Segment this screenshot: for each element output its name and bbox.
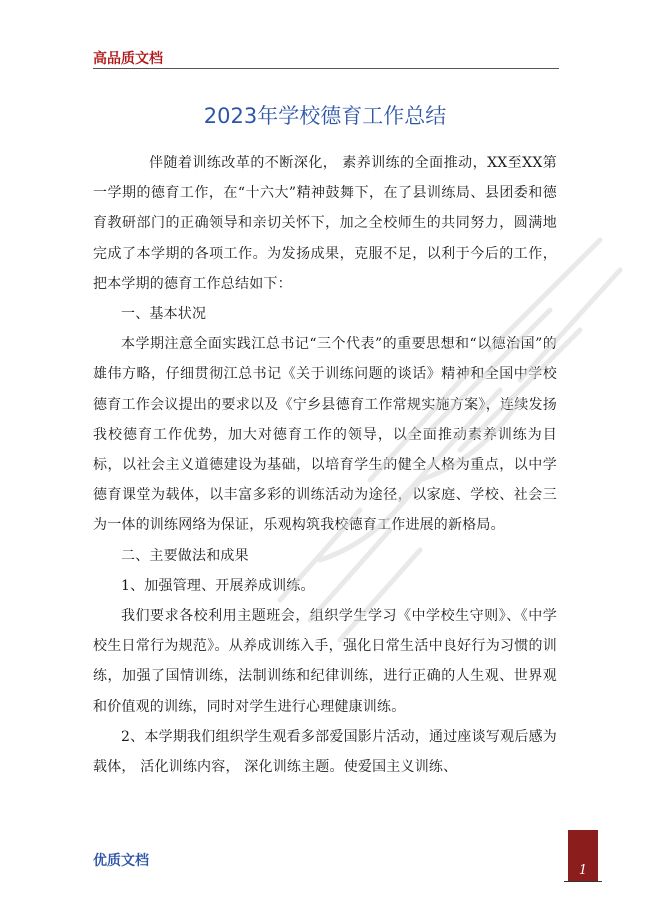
- header-label: 高品质文档: [93, 51, 163, 67]
- document-title: 2023年学校德育工作总结: [203, 104, 447, 128]
- paragraph-intro: 伴随着训练改革的不断深化， 素养训练的全面推动，XX至XX第一学期的德育工作，在“十六大”精神鼓舞下，在了县训练局、县团委和德育教研部门的正确领导和亲切关怀下，加之全校师生的共同努力，圆满地完成了本学期的各项工作。为发扬成果，克服不足，以利于今后的工作，把本学期的德育工作总结如下：: [93, 155, 557, 292]
- paragraph-basic-situation: 本学期注意全面实践江总书记“三个代表”的重要思想和“以德治国”的雄伟方略，仔细贯彻江总书记《关于训练问题的谈话》精神和全国中学校德育工作会议提出的要求以及《宁乡县德育工作常规实施方案》，连续发扬我校德育工作优势，加大对德育工作的领导，以全面推动素养训练为目标，以社会主义道德建设为基础，以培育学生的健全人格为重点，以中学德育课堂为载体，以丰富多彩的训练活动为途径，以家庭、学校、社会三为一体的训练网络为保证，乐观构筑我校德育工作进展的新格局。: [93, 336, 557, 534]
- section-heading-basic-situation: 一、基本状况: [121, 306, 207, 323]
- section-heading-methods-results: 二、主要做法和成果: [121, 547, 249, 564]
- header-divider: [93, 68, 559, 69]
- footer-divider: [564, 881, 602, 882]
- paragraph-patriotic-films: 2、本学期我们组织学生观看多部爱国影片活动，通过座谈写观后感为载体， 活化训练内容， 深化训练主题。使爱国主义训练、: [93, 728, 557, 776]
- subheading-management: 1、加强管理、开展养成训练。: [121, 577, 315, 594]
- document-body: [93, 148, 557, 782]
- page-number: 1: [578, 863, 588, 878]
- footer-label: 优质文档: [93, 853, 149, 869]
- paragraph-management: 我们要求各校利用主题班会，组织学生学习《中学校生守则》、《中学校生日常行为规范》。从养成训练入手，强化日常生活中良好行为习惯的训练，加强了国情训练，法制训练和纪律训练，进行正确的人生观、世界观和价值观的训练，同时对学生进行心理健康训练。: [93, 608, 557, 715]
- page-number-badge: [568, 830, 598, 882]
